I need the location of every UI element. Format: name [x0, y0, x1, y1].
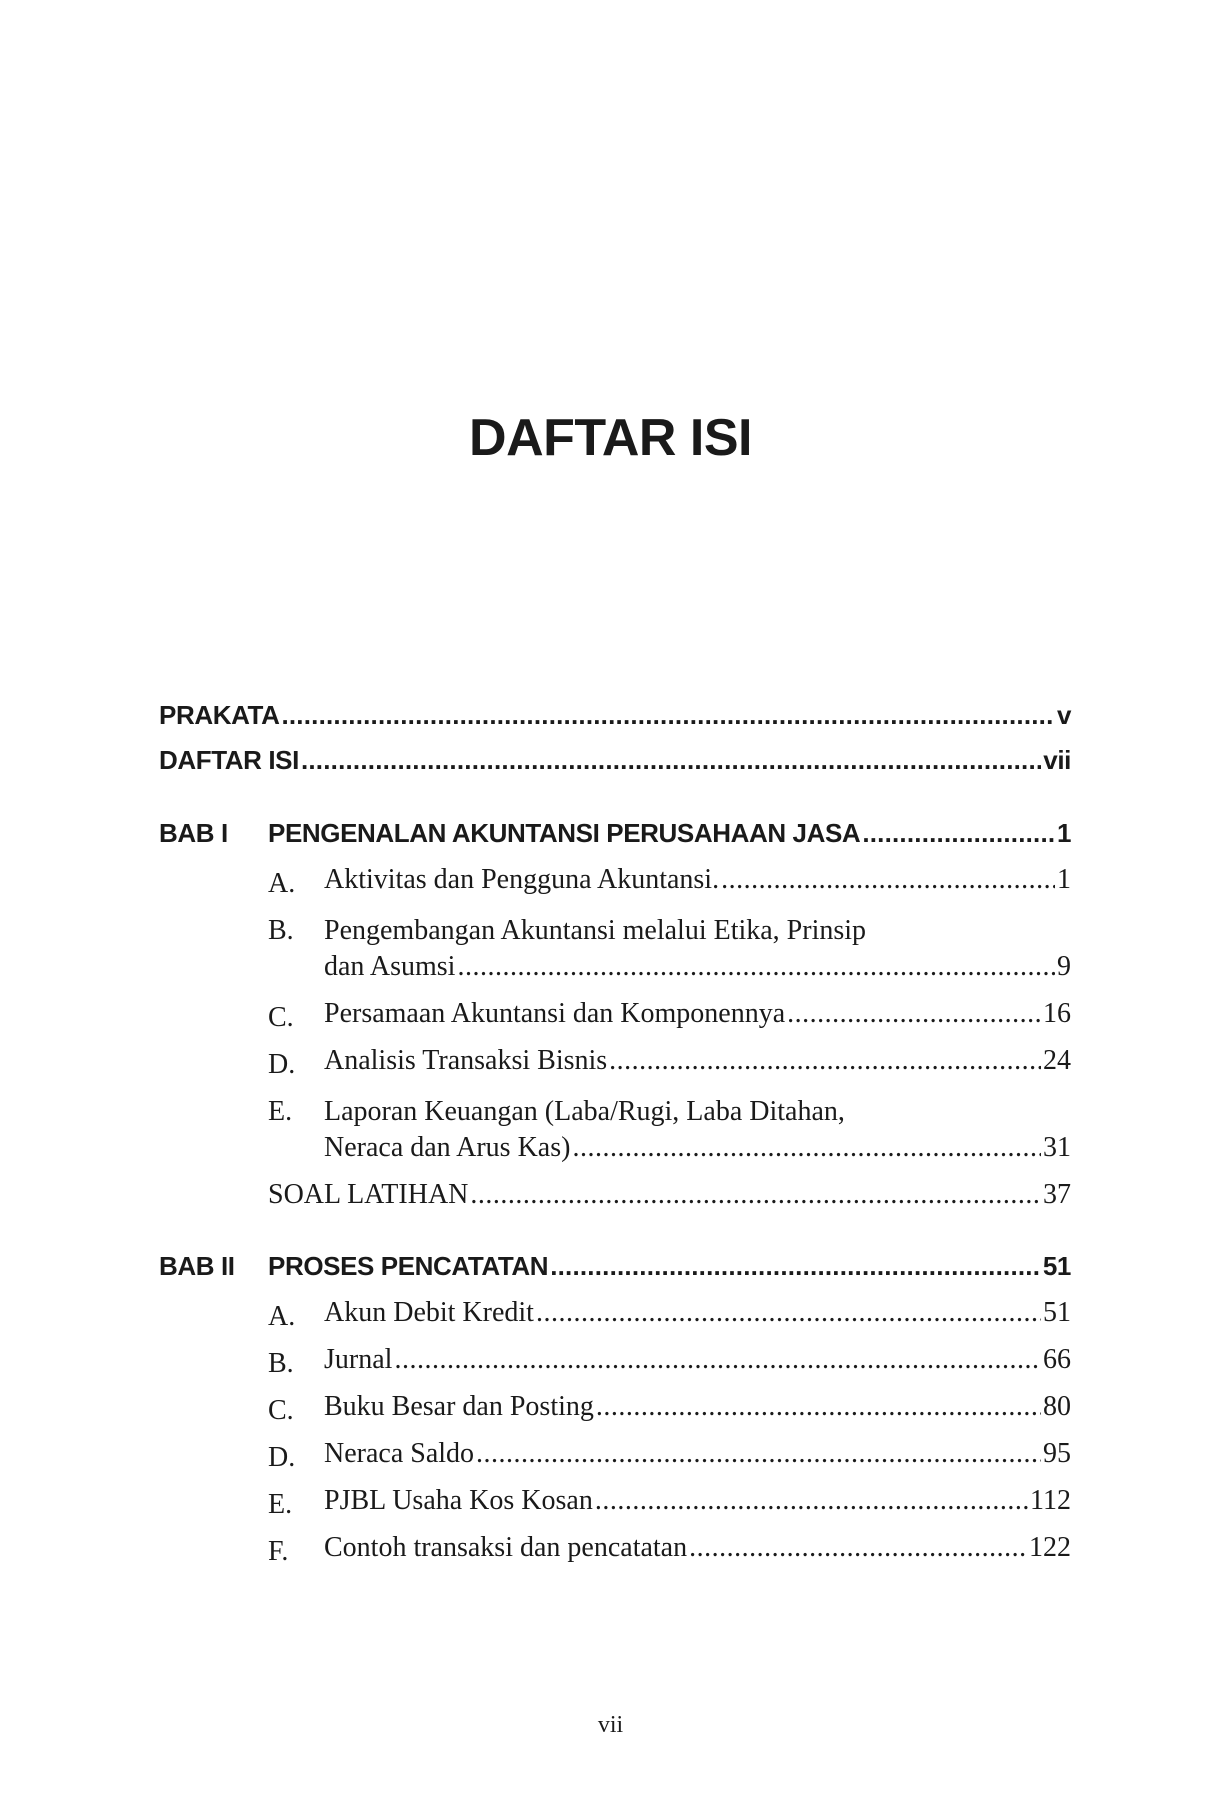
entry-letter: B. [268, 1348, 294, 1379]
dot-leader [281, 700, 1054, 731]
dot-leader [301, 745, 1041, 776]
entry-title: Contoh transaksi dan pencatatan [324, 1532, 688, 1563]
entry-page: 122 [1029, 1532, 1071, 1563]
dot-leader [476, 1438, 1041, 1470]
entry-page: 24 [1043, 1045, 1071, 1076]
toc-entry[interactable] [268, 1092, 1071, 1172]
entry-page: 95 [1043, 1438, 1071, 1469]
chapter-entries [268, 864, 1071, 1219]
entry-title: SOAL LATIHAN [268, 1179, 469, 1210]
toc-entry-label: PRAKATA [159, 700, 280, 730]
chapter-page: 1 [1056, 818, 1071, 848]
entry-page: 31 [1043, 1132, 1071, 1163]
toc-entry[interactable] [268, 1438, 1071, 1478]
dot-leader [536, 1297, 1041, 1329]
toc-entry-page: v [1056, 700, 1071, 730]
entry-title-line: Pengembangan Akuntansi melalui Etika, Prinsip [324, 915, 867, 946]
dot-leader [572, 1132, 1041, 1164]
entry-page: 1 [1057, 864, 1071, 895]
table-of-contents [159, 700, 1071, 1572]
chapter-title: PENGENALAN AKUNTANSI PERUSAHAAN JASA [268, 818, 861, 848]
entry-title: Neraca Saldo [324, 1438, 475, 1469]
toc-entry-daftar-isi[interactable] [159, 745, 1071, 790]
entry-page: 16 [1043, 998, 1071, 1029]
chapter-entries [268, 1297, 1071, 1572]
toc-chapter-bab-2[interactable] [159, 1251, 1071, 1297]
dot-leader [595, 1485, 1028, 1517]
dot-leader [394, 1344, 1041, 1376]
dot-leader [609, 1045, 1041, 1077]
toc-entry-soal-latihan[interactable] [268, 1179, 1071, 1219]
entry-page: 9 [1057, 951, 1071, 982]
entry-title-line: Neraca dan Arus Kas) [324, 1132, 571, 1163]
entry-letter: E. [268, 1489, 293, 1520]
entry-title: PJBL Usaha Kos Kosan [324, 1485, 593, 1516]
entry-title-line: dan Asumsi [324, 951, 456, 982]
entry-letter: F. [268, 1536, 289, 1567]
entry-page: 51 [1043, 1297, 1071, 1328]
toc-entry[interactable] [268, 1297, 1071, 1337]
entry-page: 80 [1043, 1391, 1071, 1422]
toc-entry[interactable] [268, 1485, 1071, 1525]
entry-page: 66 [1043, 1344, 1071, 1375]
toc-entry[interactable] [268, 1391, 1071, 1431]
entry-title: Persamaan Akuntansi dan Komponennya [324, 998, 786, 1029]
entry-letter: A. [268, 1301, 296, 1332]
chapter-label: BAB II [159, 1251, 235, 1281]
toc-entry[interactable] [268, 1532, 1071, 1572]
dot-leader [721, 864, 1055, 896]
entry-title-line: Laporan Keuangan (Laba/Rugi, Laba Ditahan, [324, 1096, 845, 1127]
page-number: vii [597, 1712, 624, 1738]
toc-entry[interactable] [268, 864, 1071, 904]
entry-letter: D. [268, 1442, 296, 1473]
entry-title: Jurnal [324, 1344, 393, 1375]
dot-leader [596, 1391, 1041, 1423]
entry-page: 37 [1043, 1179, 1071, 1210]
entry-title: Akun Debit Kredit [324, 1297, 534, 1328]
entry-letter: E. [268, 1096, 293, 1127]
toc-entry-label: DAFTAR ISI [159, 745, 299, 775]
chapter-label: BAB I [159, 818, 228, 848]
chapter-title: PROSES PENCATATAN [268, 1251, 549, 1281]
toc-chapter-bab-1[interactable] [159, 818, 1071, 864]
entry-title: Analisis Transaksi Bisnis [324, 1045, 608, 1076]
toc-entry[interactable] [268, 1344, 1071, 1384]
entry-title: Buku Besar dan Posting [324, 1391, 594, 1422]
entry-letter: C. [268, 1002, 294, 1033]
entry-letter: D. [268, 1049, 296, 1080]
dot-leader [457, 951, 1055, 983]
entry-letter: B. [268, 915, 294, 946]
dot-leader [787, 998, 1041, 1030]
dot-leader [550, 1251, 1041, 1282]
chapter-page: 51 [1042, 1251, 1071, 1281]
entry-title: Aktivitas dan Pengguna Akuntansi. [324, 864, 720, 895]
toc-entry-prakata[interactable] [159, 700, 1071, 745]
toc-entry[interactable] [268, 911, 1071, 991]
dot-leader [470, 1179, 1041, 1211]
entry-letter: C. [268, 1395, 294, 1426]
entry-letter: A. [268, 868, 296, 899]
dot-leader [862, 818, 1055, 849]
toc-entry[interactable] [268, 1045, 1071, 1085]
toc-entry-page: vii [1043, 745, 1071, 775]
dot-leader [689, 1532, 1027, 1564]
page-title: DAFTAR ISI [469, 409, 752, 467]
toc-entry[interactable] [268, 998, 1071, 1038]
entry-page: 112 [1030, 1485, 1071, 1516]
